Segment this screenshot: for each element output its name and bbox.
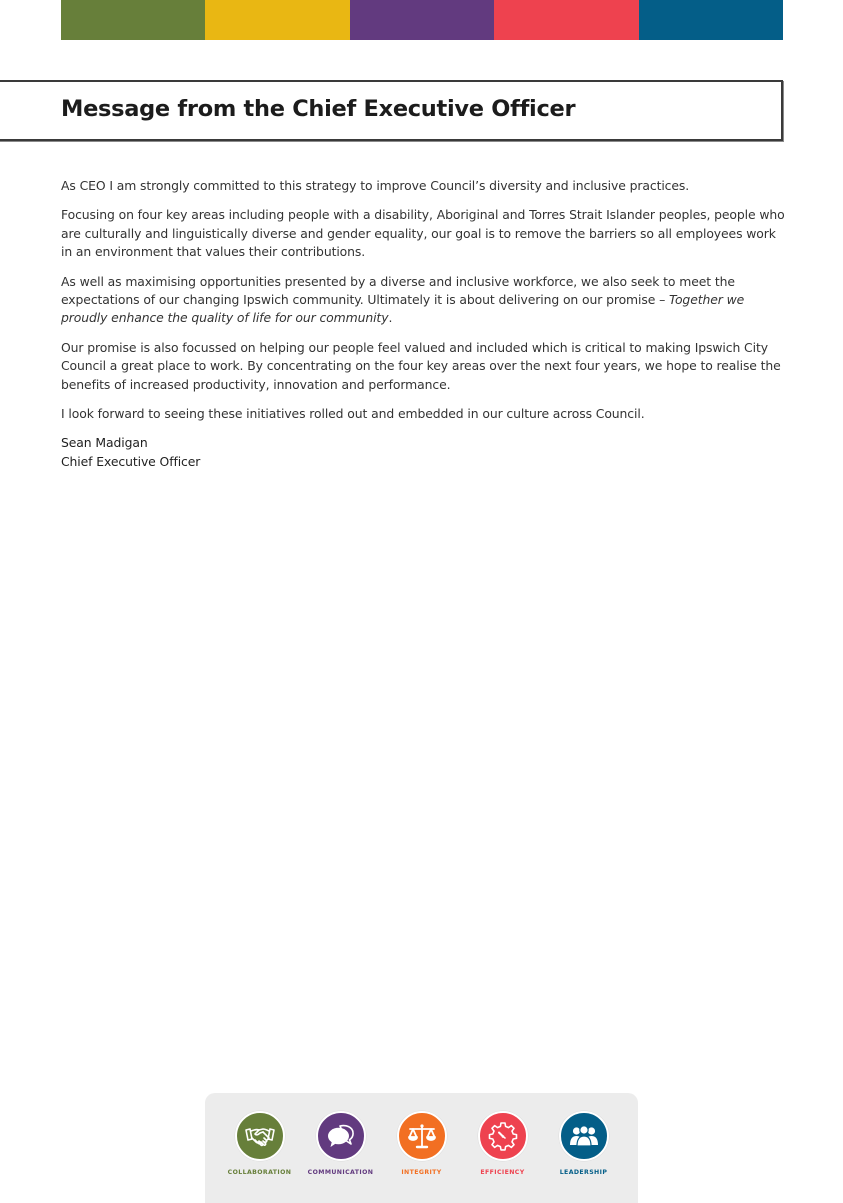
message-paragraph-4: Our promise is also focussed on helping our people feel valued and included which is critical to making Ipswich City Council a great place to work. By concentrating on the four key areas over the next four years, we hope to realise the benefits of increased productivity, innovation and performance. [61, 339, 781, 392]
value-label-communication: COMMUNICATION [307, 1169, 374, 1176]
ceo-message [61, 177, 785, 471]
signatory-name: Sean Madigan [61, 435, 148, 451]
color-bar-segment-yellow [205, 0, 349, 40]
message-paragraph-1: As CEO I am strongly committed to this strategy to improve Council’s diversity and inclusive practices. [61, 178, 690, 193]
page-title: Message from the Chief Executive Officer [61, 96, 576, 122]
value-leadership [543, 1111, 624, 1176]
signature-block [61, 434, 785, 471]
color-bar-segment-purple [350, 0, 494, 40]
color-bar-segment-blue [639, 0, 783, 40]
value-label-efficiency: EFFICIENCY [480, 1169, 525, 1176]
value-collaboration [219, 1111, 300, 1176]
signatory-role: Chief Executive Officer [61, 453, 201, 469]
value-communication [300, 1111, 381, 1176]
value-label-leadership: LEADERSHIP [559, 1169, 608, 1176]
speech-bubbles-icon [316, 1111, 366, 1161]
value-label-integrity: INTEGRITY [401, 1169, 442, 1176]
color-bar-segment-red [494, 0, 638, 40]
message-paragraph-5: I look forward to seeing these initiatives rolled out and embedded in our culture across Council. [61, 406, 645, 422]
brand-color-bar [61, 0, 783, 40]
council-values-panel [205, 1093, 638, 1203]
color-bar-segment-green [61, 0, 205, 40]
value-efficiency [462, 1111, 543, 1176]
page-title-box [0, 80, 783, 141]
value-integrity [381, 1111, 462, 1176]
message-paragraph-3-text: As well as maximising opportunities presented by a diverse and inclusive workforce, we also seek to meet the expectations of our changing Ipswich community. Ultimately it is about delivering on our promise – [61, 273, 735, 308]
scales-icon [397, 1111, 447, 1161]
value-label-collaboration: COLLABORATION [227, 1169, 292, 1176]
message-paragraph-2: Focusing on four key areas including people with a disability, Aboriginal and Torres Strait Islander peoples, people who are culturally and linguistically diverse and gender equality, our goal is to remove the barriers so all employees work in an environment that values their contributions. [61, 207, 785, 260]
handshake-icon [235, 1111, 285, 1161]
promise-period: . [388, 310, 393, 326]
people-group-icon [559, 1111, 609, 1161]
message-paragraph-3 [61, 273, 785, 328]
gear-clock-icon [478, 1111, 528, 1161]
council-promise: Together we proudly enhance the quality of life for our community [61, 292, 745, 326]
